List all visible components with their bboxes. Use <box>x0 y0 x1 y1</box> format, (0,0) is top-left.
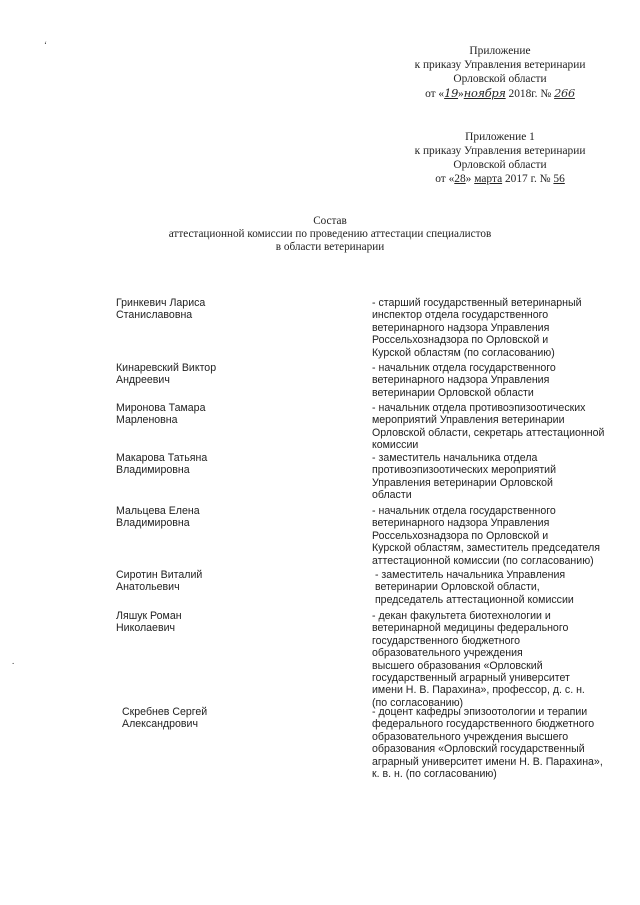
date-prefix: от « <box>425 88 445 100</box>
member-role: - начальник отдела государственного ветеринарного надзора Управления Россельхознадзора по Орловской и Курской областям, заместитель председателя аттестационной комиссии (по согласованию) <box>372 505 601 567</box>
member-role: - старший государственный ветеринарный инспектор отдела государственного ветеринарного надзора Управления Россельхознадзора по Орловской и Курской областям (по согласованию) <box>372 297 582 359</box>
date-mid: » <box>465 173 475 185</box>
member-name: Скребнев Сергей Александрович <box>122 706 208 731</box>
member-role: - заместитель начальника Управления ветеринарии Орловской области, председатель аттестационной комиссии <box>372 569 574 606</box>
order-reference: к приказу Управления ветеринарии <box>414 145 586 157</box>
scan-mark-mid: . <box>12 656 15 666</box>
member-role: - доцент кафедры эпизоотологии и терапии федерального государственного бюджетного образовательного учреждения высшего образования «Орловский государственный аграрный университет имени Н. В. Парахина», к. в. н. (по согласованию) <box>372 706 603 781</box>
member-name: Макарова Татьяна Владимировна <box>116 452 208 477</box>
title-line-2: аттестационной комиссии по проведению аттестации специалистов <box>168 228 492 240</box>
handwritten-day: 19 <box>444 86 459 100</box>
title-line-1: Состав <box>313 215 347 227</box>
date-month: марта <box>474 173 503 185</box>
order-date-line <box>382 172 618 186</box>
document-title <box>130 215 530 254</box>
date-mid: » <box>458 88 464 100</box>
member-role: - начальник отдела государственного ветеринарного надзора Управления ветеринарии Орловской области <box>372 362 556 399</box>
scan-mark-top: ʻ <box>44 40 47 50</box>
handwritten-month: ноября <box>463 86 506 100</box>
member-role: - начальник отдела противоэпизоотических мероприятий Управления ветеринарии Орловской области, секретарь аттестационной комиссии <box>372 402 605 452</box>
appendix-label: Приложение 1 <box>465 131 535 143</box>
order-date-line <box>380 86 620 101</box>
order-reference: к приказу Управления ветеринарии <box>414 59 586 71</box>
member-name: Сиротин Виталий Анатольевич <box>116 569 203 594</box>
date-year: 2017 г. № <box>502 173 554 185</box>
member-name: Миронова Тамара Марленовна <box>116 402 206 427</box>
member-name: Мальцева Елена Владимировна <box>116 505 200 530</box>
handwritten-order-number: 266 <box>554 86 575 100</box>
date-day: 28 <box>454 173 466 185</box>
member-name: Гринкевич Лариса Станиславовна <box>116 297 206 322</box>
member-name: Кинаревский Виктор Андреевич <box>116 362 217 387</box>
member-role: - заместитель начальника отдела противоэпизоотических мероприятий Управления ветеринарии Орловской области <box>372 452 557 502</box>
appendix-header-current <box>380 44 620 101</box>
member-role: - декан факультета биотехнологии и ветеринарной медицины федерального государственного бюджетного образовательного учреждения высшего образования «Орловский государственный аграрный университет имени Н. В. Парахина», профессор, д. с. н. (по согласованию) <box>372 610 585 709</box>
date-prefix: от « <box>435 173 455 185</box>
appendix-label: Приложение <box>469 45 531 57</box>
region-name: Орловской области <box>453 73 547 85</box>
member-name: Ляшук Роман Николаевич <box>116 610 182 635</box>
title-line-3: в области ветеринарии <box>275 241 385 253</box>
appendix-header-original <box>382 130 618 186</box>
date-year: 2018г. № <box>508 88 552 100</box>
region-name: Орловской области <box>453 159 547 171</box>
order-number: 56 <box>553 173 565 185</box>
